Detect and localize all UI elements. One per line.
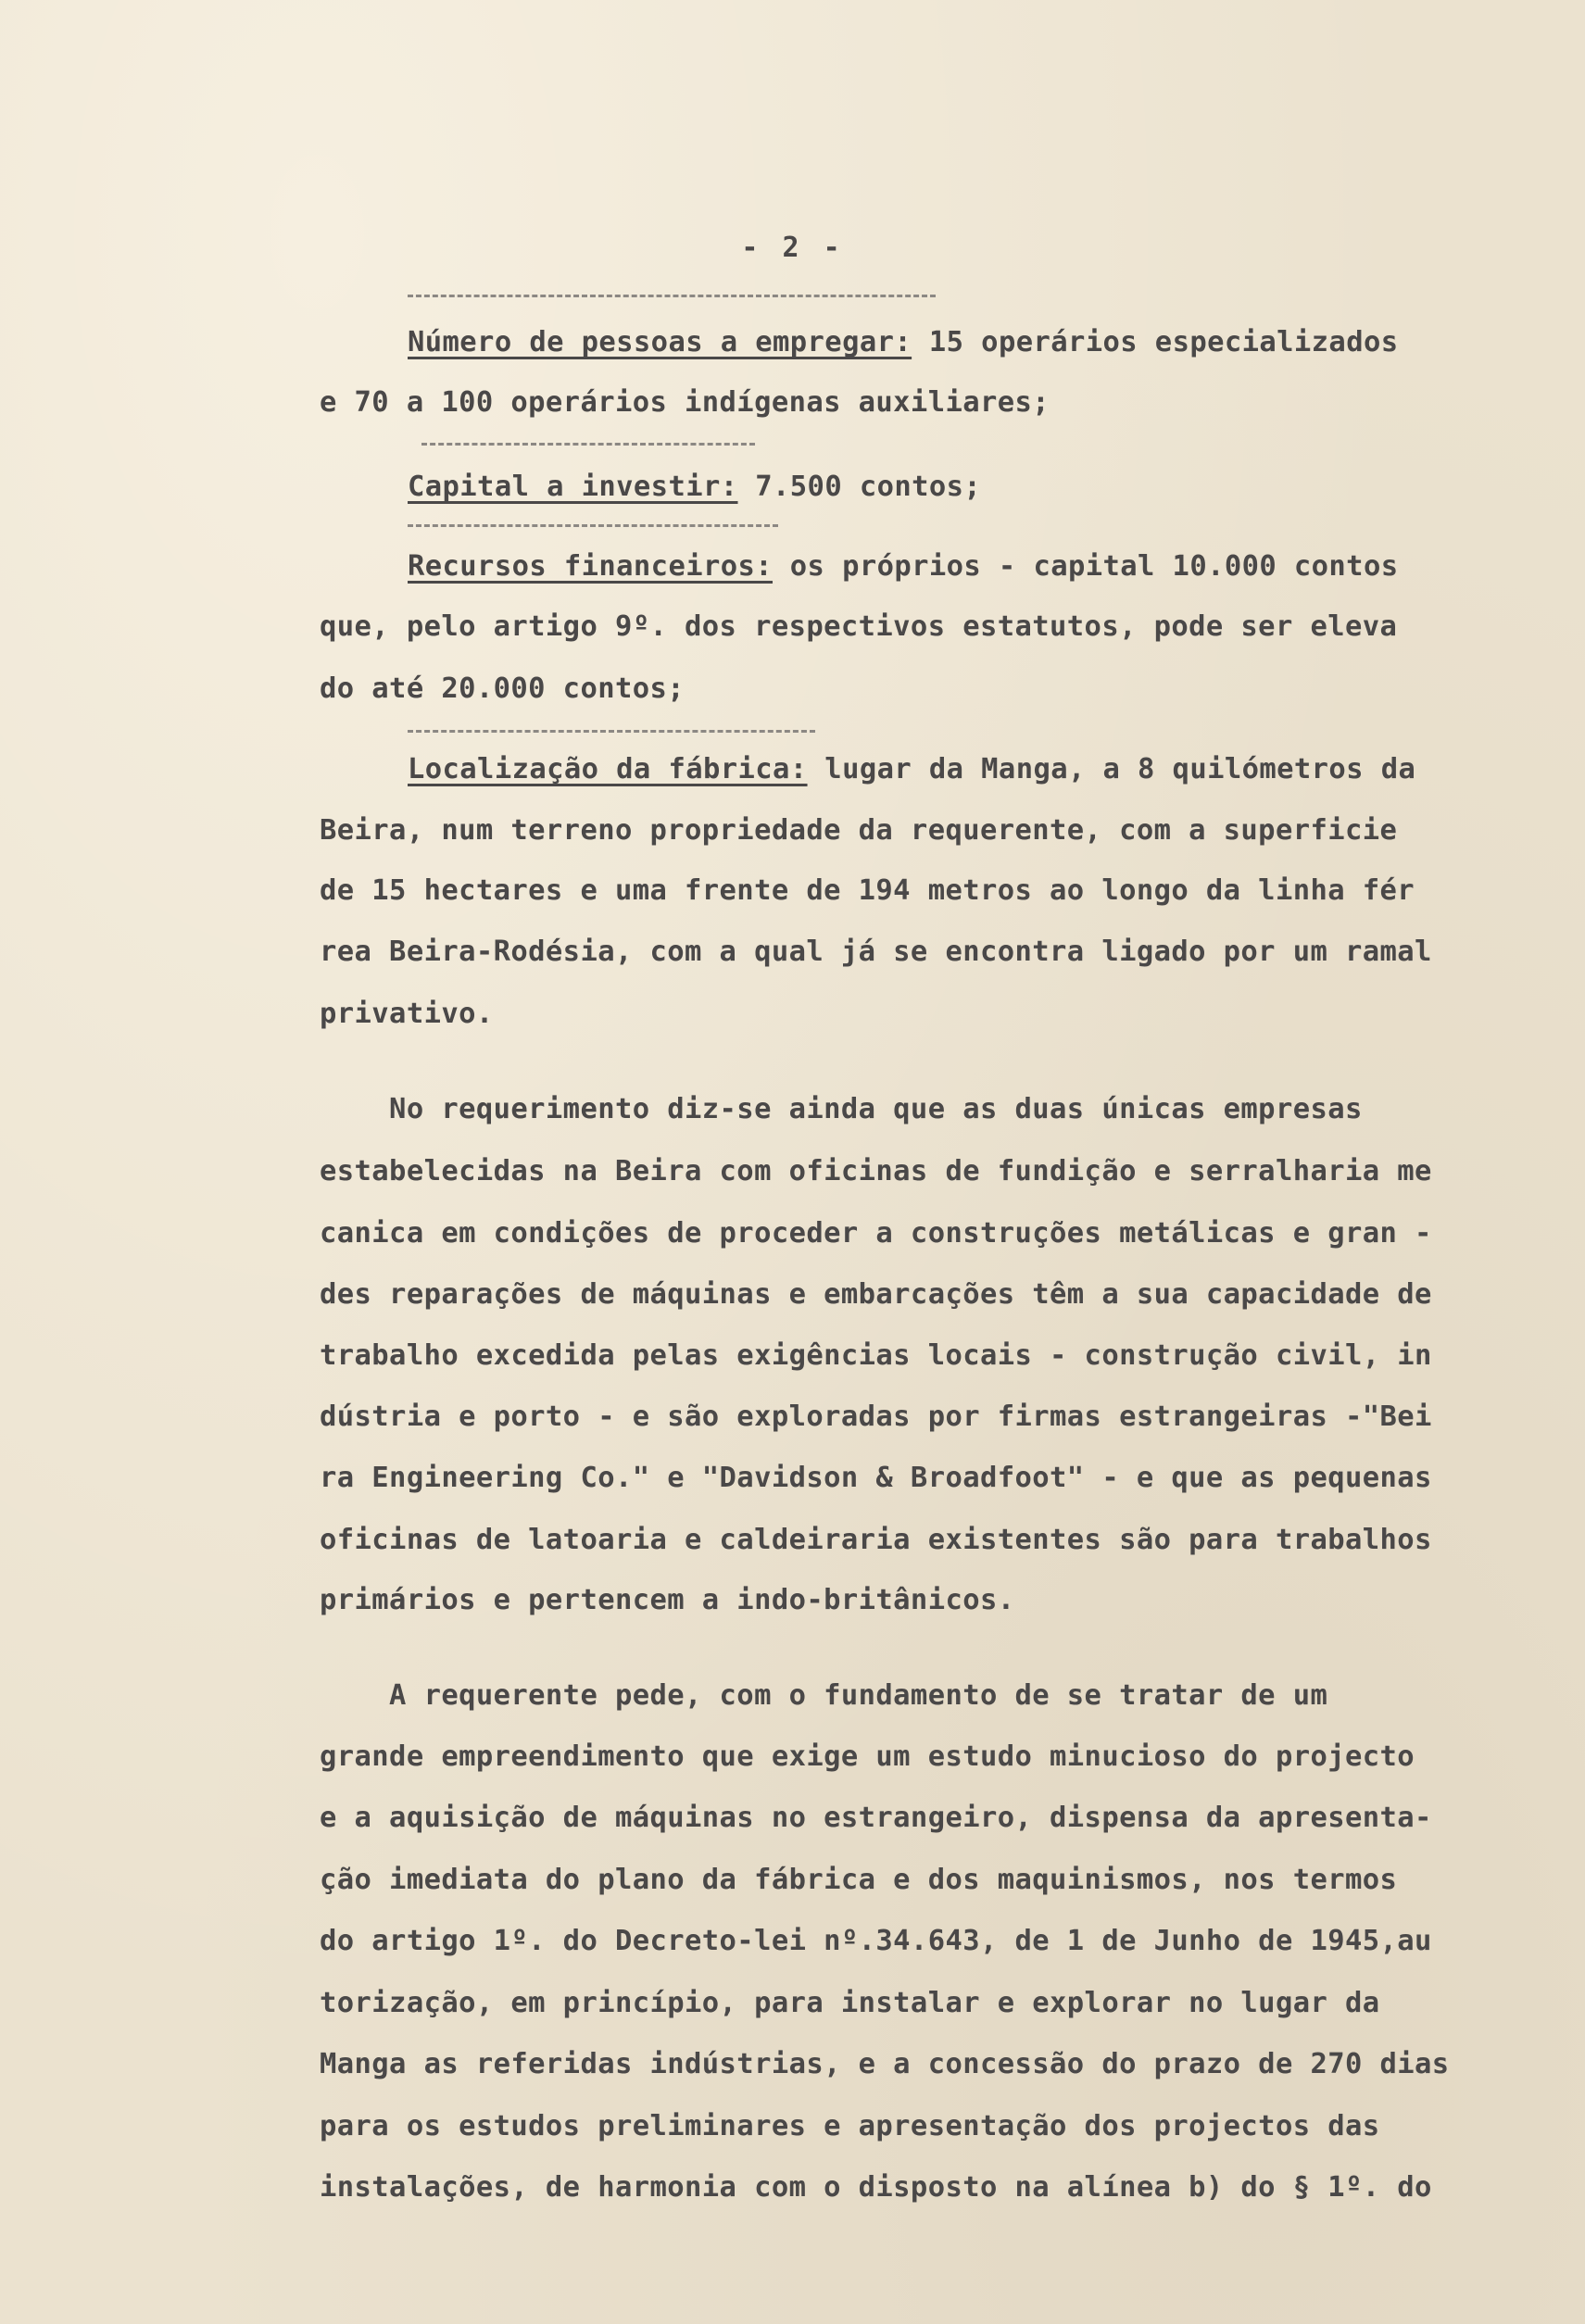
text-line: des reparações de máquinas e embarcações têm a sua capacidade de <box>320 1278 1432 1311</box>
field-value: os próprios - capital 10.000 contos <box>773 550 1399 583</box>
dashed-rule <box>408 524 778 527</box>
text-line: dústria e porto - e são exploradas por firmas estrangeiras -"Bei <box>320 1401 1432 1433</box>
dashed-rule <box>408 295 936 297</box>
text-line: Beira, num terreno propriedade da requerente, com a superficie <box>320 814 1398 847</box>
text-line: A requerente pede, com o fundamento de se tratar de um <box>320 1679 1328 1712</box>
text-line: que, pelo artigo 9º. dos respectivos estatutos, pode ser eleva <box>320 610 1398 643</box>
text-line: ra Engineering Co." e "Davidson & Broadfoot" - e que as pequenas <box>320 1462 1432 1494</box>
text-line <box>408 753 1415 786</box>
text-line <box>408 550 1398 584</box>
text-line: do até 20.000 contos; <box>320 672 686 705</box>
text-line: No requerimento diz-se ainda que as duas únicas empresas <box>320 1093 1363 1125</box>
field-label: Número de pessoas a empregar: <box>408 326 912 358</box>
field-value: lugar da Manga, a 8 quilómetros da <box>807 753 1416 785</box>
text-line: de 15 hectares e uma frente de 194 metros ao longo da linha fér <box>320 874 1415 907</box>
text-line: trabalho excedida pelas exigências locais - construção civil, in <box>320 1339 1432 1372</box>
dashed-rule <box>421 443 755 446</box>
field-label: Localização da fábrica: <box>408 753 808 785</box>
text-line: oficinas de latoaria e caldeiraria existentes são para trabalhos <box>320 1524 1432 1556</box>
page-number: - 2 - <box>741 232 844 264</box>
text-line: grande empreendimento que exige um estudo minucioso do projecto <box>320 1740 1415 1773</box>
field-label: Capital a investir: <box>408 471 738 503</box>
text-line: e 70 a 100 operários indígenas auxiliares; <box>320 386 1050 419</box>
text-line: e a aquisição de máquinas no estrangeiro, dispensa da apresenta- <box>320 1802 1432 1834</box>
text-line: do artigo 1º. do Decreto-lei nº.34.643, de 1 de Junho de 1945,au <box>320 1925 1432 1957</box>
text-line: instalações, de harmonia com o disposto na alínea b) do § 1º. do <box>320 2171 1432 2204</box>
text-line: estabelecidas na Beira com oficinas de fundição e serralharia me <box>320 1155 1432 1187</box>
text-line: para os estudos preliminares e apresentação dos projectos das <box>320 2110 1380 2142</box>
text-line: Manga as referidas indústrias, e a concessão do prazo de 270 dias <box>320 2048 1450 2080</box>
text-line <box>408 471 981 504</box>
field-label: Recursos financeiros: <box>408 550 774 583</box>
text-line: privativo. <box>320 998 494 1030</box>
text-line: primários e pertencem a indo-britânicos. <box>320 1584 1015 1616</box>
field-value: 15 operários especializados <box>912 326 1399 358</box>
text-line: ção imediata do plano da fábrica e dos maquinismos, nos termos <box>320 1864 1398 1896</box>
text-line: torização, em princípio, para instalar e explorar no lugar da <box>320 1987 1380 2019</box>
text-line: rea Beira-Rodésia, com a qual já se encontra ligado por um ramal <box>320 936 1432 968</box>
field-value: 7.500 contos; <box>737 471 982 503</box>
dashed-rule <box>408 730 815 733</box>
text-line: canica em condições de proceder a construções metálicas e gran - <box>320 1217 1432 1250</box>
text-line <box>408 326 1398 359</box>
